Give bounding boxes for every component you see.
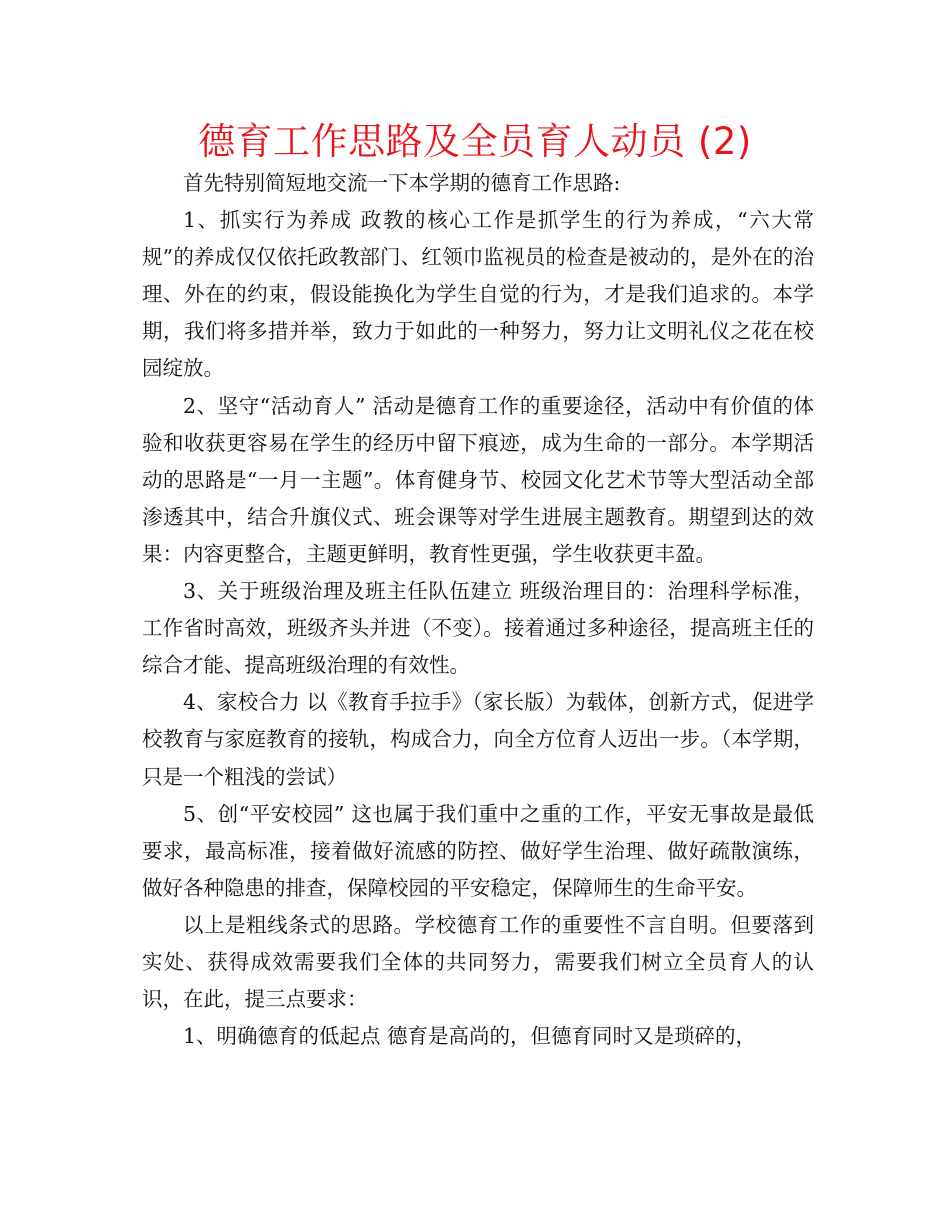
paragraph-item-1: 1、抓实行为养成 政教的核心工作是抓学生的行为养成，“六大常规”的养成仅仅依托政教部门、红领巾监视员的检查是被动的，是外在的治理、外在的约束，假设能换化为学生自觉的行为，才是我们追求的。本学期，我们将多措并举，致力于如此的一种努力，努力让文明礼仪之花在校园绽放。 [142, 208, 814, 381]
paragraph-item-5: 5、创“平安校园” 这也属于我们重中之重的工作，平安无事故是最低要求，最高标准，接着做好流感的防控、做好学生治理、做好疏散演练，做好各种隐患的排查，保障校园的平安稳定，保障师生的生命平安。 [142, 801, 814, 900]
document-body [142, 165, 814, 1055]
paragraph-summary: 以上是粗线条式的思路。学校德育工作的重要性不言自明。但要落到实处、获得成效需要我们全体的共同努力，需要我们树立全员育人的认识，在此，提三点要求： [142, 912, 814, 1012]
document-title: 德育工作思路及全员育人动员 (2) [198, 120, 752, 163]
paragraph-intro: 首先特别简短地交流一下本学期的德育工作思路: [183, 171, 621, 195]
paragraph-item-3: 3、关于班级治理及班主任队伍建立 班级治理目的：治理科学标准，工作省时高效，班级齐头并进（不变）。接着通过多种途径，提高班主任的综合才能、提高班级治理的有效性。 [142, 579, 814, 678]
paragraph-item-4: 4、家校合力 以《教育手拉手》（家长版）为载体，创新方式，促进学校教育与家庭教育的接轨，构成合力，向全方位育人迈出一步。（本学期，只是一个粗浅的尝试） [142, 690, 814, 789]
paragraph-requirement-1: 1、明确德育的低起点 德育是高尚的，但德育同时又是琐碎的， [183, 1024, 757, 1049]
paragraph-item-2: 2、坚守“活动育人” 活动是德育工作的重要途径，活动中有价值的体验和收获更容易在学生的经历中留下痕迹，成为生命的一部分。本学期活动的思路是“一月一主题”。体育健身节、校园文化艺术节等大型活动全部渗透其中，结合升旗仪式、班会课等对学生进展主题教育。期望到达的效果：内容更整合，主题更鲜明，教育性更强，学生收获更丰盈。 [142, 393, 814, 566]
